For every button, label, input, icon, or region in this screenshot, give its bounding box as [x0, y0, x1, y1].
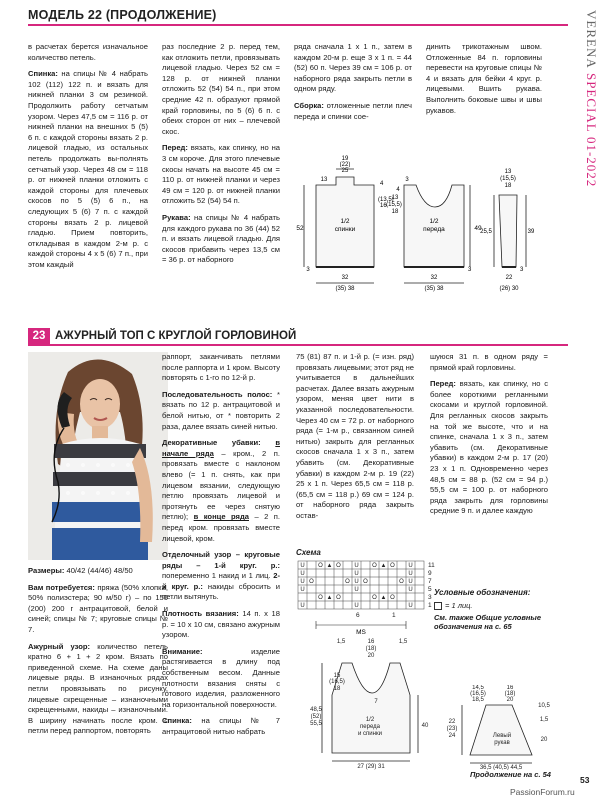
decreases-text-b: – 2 п. перед кром. провязать вместе лицевой, кром. [162, 512, 280, 543]
body-left-e: (52) [310, 714, 322, 720]
front-text: вязать, как спинку, но на 3 см короче. Для этого плечевые скосы начать на высоте 45 см = 110 р. от нижней планки и через 49 см = 120 р. от нижней планки отложить 52 (54) 54 п. [162, 143, 280, 206]
top-column-1 [28, 42, 148, 276]
section-title: АЖУРНЫЙ ТОП С КРУГЛОЙ ГОРЛОВИНОЙ [55, 330, 297, 342]
svg-text:O: O [372, 563, 377, 569]
svg-text:U: U [408, 587, 413, 593]
svg-text:U: U [354, 603, 359, 609]
sleeve-bottom-a: 22 [505, 275, 513, 281]
section-number: 23 [28, 328, 50, 345]
svg-text:O: O [318, 563, 323, 569]
stripes-text: * вязать по 12 р. антрацитовой и белой нитью, от * повторить 2 раза, далее вязать синей нитью. [162, 389, 280, 431]
front-top-a: 4 [396, 187, 400, 193]
back-top-b: (22) [339, 162, 351, 168]
svg-text:O: O [363, 579, 368, 585]
row-3: 3 [428, 594, 432, 601]
sleeve23-top-c: 18,5 [472, 697, 484, 703]
sleeve23-top-d: 16 [506, 685, 514, 691]
sleeve23-side-c: 24 [448, 733, 456, 739]
decreases-heading: Декоративные убавки: [162, 438, 261, 448]
sleeve23-side-b: (23) [446, 726, 458, 732]
svg-text:U: U [408, 579, 413, 585]
svg-text:▲: ▲ [380, 563, 387, 569]
intro-text: в расчетах берется изначальное количество петель. [28, 42, 148, 62]
legend-title: Условные обозначения: [434, 588, 531, 597]
sleeve23-bottom: 36,5 (40,5) 44,5 [479, 765, 523, 770]
row-7: 7 [428, 578, 432, 585]
svg-text:O: O [390, 595, 395, 601]
back-mark-a: 4 [380, 181, 384, 187]
sleeve23-side-d: 10,5 [538, 703, 550, 709]
continued-note: Продолжение на с. 54 [470, 770, 551, 779]
s23-column-4 [430, 352, 548, 523]
attention-text: изделие растягивается в длину под собственным весом. Данные плотности вязания сняты с готового изделия, разложенного на горизонтальной поверхности. [162, 646, 280, 709]
issue-number: 01-2022 [584, 136, 599, 188]
stripes-heading: Последовательность полос: [162, 389, 273, 399]
back-label-a: 1/2 [340, 218, 350, 225]
svg-text:U: U [300, 579, 305, 585]
body-top-b: 16 [367, 639, 375, 645]
back-rib: 3 [306, 267, 310, 273]
col-6: 6 [356, 612, 360, 619]
sleeve-bottom-b: (26) 30 [499, 286, 519, 292]
back-bottom-b: (35) 38 [335, 286, 355, 292]
front-top-c: (15,5) [386, 202, 402, 208]
svg-text:O: O [372, 595, 377, 601]
svg-text:O: O [336, 563, 341, 569]
back-mark-c: 16 [380, 203, 387, 209]
svg-text:▲: ▲ [380, 595, 387, 601]
svg-text:U: U [408, 563, 413, 569]
s23-column-3 [296, 352, 414, 528]
pattern-diagram-model-22 [294, 155, 534, 325]
back-top-c: 25 [341, 168, 349, 174]
body-mid-7: 7 [374, 699, 378, 705]
body-mid-c: и спинки [358, 731, 382, 737]
body-top-c: (18) [365, 646, 377, 652]
sleeve23-side-e: 1,5 [539, 717, 549, 723]
top-column-3 [294, 42, 412, 128]
back-cont-text: раз последние 2 р. перед тем, как отложить петли, провязывать лицевой гладью. Через 52 см = 128 р. от нижней планки отложить 52 (54) 54 п., при этом средние 42 п. образуют прямой край горловины, по 5 (6) 6 п. с обеих сторон от них – плечевой скос. [162, 42, 280, 136]
model-photo [28, 352, 168, 560]
sleeve-side-b: 39 [527, 229, 534, 235]
decreases-text-a: – кром., 2 п. провязать вместе с наклоном влево (= 1 п. снять, как при лицевом вязании, следующую петлю провязать лицевой и протянуть ее через снятую петлю); [162, 448, 280, 522]
s23-sleeve-diagram [440, 685, 560, 770]
body-mid-a: 1/2 [365, 717, 375, 723]
svg-text:▲: ▲ [326, 595, 333, 601]
svg-text:O: O [309, 579, 314, 585]
svg-text:U: U [300, 563, 305, 569]
svg-text:U: U [300, 603, 305, 609]
front-bottom-b: (35) 38 [424, 286, 444, 292]
svg-text:O: O [345, 579, 350, 585]
sleeve-side-a: 25,5 [480, 229, 492, 235]
sleeve-top-b: (15,5) [500, 176, 516, 182]
assembly-heading: Сборка: [294, 100, 324, 110]
legend-item: = 1 лиц. [445, 601, 473, 610]
svg-text:O: O [318, 595, 323, 601]
front-piece [404, 185, 470, 283]
svg-text:U: U [354, 571, 359, 577]
svg-text:U: U [300, 587, 305, 593]
sleeve23-label-a: Левый [492, 733, 512, 739]
back-bottom-a: 32 [341, 275, 349, 281]
s23-back-text: на спицы № 7 антрацитовой нитью набрать [162, 716, 280, 736]
scheme-title: Схема [296, 548, 321, 557]
body-left-d: 48,5 [310, 707, 322, 713]
gauge-text: 14 п. х 18 р. = 10 х 10 см, связано ажурным узором. [162, 609, 280, 640]
body-left-b: (16,5) [329, 679, 345, 685]
row-11: 11 [428, 562, 435, 569]
assembly-cont-text: динить трикотажным швом. Отложенные 84 п. горловины перевести на круговые спицы № 4 и вязать для бейки 4 круг. р. лицевыми. Вшить рукава. Выполнить боковые швы и швы рукавов. [426, 42, 542, 115]
lace-scheme [296, 548, 446, 642]
back-mark-b: (13,5) [378, 197, 394, 203]
s23-back-cont-text: 75 (81) 87 п. и 1-й р. (= изн. ряд) провязать лицевыми; этот ряд не учитывается в дальнейших расчетах. Далее вязать ажурным узором, меняя цвет нити в указанной последовательности. Через 40 см = 72 р. от наборного ряда (= 1-м р., связанном синей нитью) закрыть для регланных скосов сначала 1 х 3 п., затем убавить (см. Декоративные убавки) в каждом 2-м р. 19 (22) 25 х 1 п. Через 65,5 см = 118 р. (65,5 см = 118 р.) 69 см = 124 р. от наборного ряда закрыть остав- [296, 352, 414, 520]
back-side-52: 52 [296, 225, 304, 232]
s23-front-text: вязать, как спинку, но с более короткими регланными скосами и круглой горловиной. Для регланных скосов закрыть на той же высоте, что и на спинке, сначала 1 х 3 п., затем убавить (см. Декоративные убавки) в каждом 2-м р. 17 (20) 23 х 1 п. Одновременно через 48,5 см = 88 р. (52 см = 94 р.) 55,5 см = 100 р. от наборного ряда закрыть для горловины средние 9 п. и далее каждую [430, 379, 548, 516]
body-top-a: 1,5 [336, 639, 346, 645]
sleeve-top-a: 13 [504, 169, 512, 175]
pattern-cont-text: раппорт, заканчивать петлями после раппорта и 1 кром. Высоту повторять с 1-го по 12-й р. [162, 352, 280, 383]
back-shoulder: 13 [320, 177, 328, 183]
sleeve-cont-text: ряда сначала 1 х 1 п., затем в каждом 20-м р. еще 3 х 1 п. = 44 (52) 60 п. Через 39 см = 106 р. от наборного ряда закрыть петли в одном ряду. [294, 42, 412, 94]
s23-back-end-text: шуюся 31 п. в одном ряду = прямой край горловины. [430, 352, 548, 372]
sleeves-text: на спицы № 4 набрать для каждого рукава по 36 (44) 52 п. и вязать лицевой гладью. Для скосов прибавить через 13,5 см = 36 р. от наборного [162, 212, 280, 265]
body-left-c: 18 [333, 686, 341, 692]
top-column-2 [162, 42, 280, 272]
svg-text:U: U [408, 603, 413, 609]
svg-text:U: U [408, 571, 413, 577]
front-heading: Перед: [162, 143, 188, 153]
back-heading: Спинка: [28, 69, 58, 79]
s23-column-1 [28, 566, 168, 743]
front-top-b: 13 [391, 195, 399, 201]
back-top-a: 19 [341, 156, 349, 162]
body-left-a: 15 [333, 673, 341, 679]
trim-text-a: попеременно 1 накид и 1 лиц. [162, 571, 271, 581]
trim-heading: Отделочный узор – круговые ряды – 1-й круг. р.: [162, 550, 280, 570]
assembly-text: отложенные петли плеч переда и спинки сое- [294, 100, 412, 121]
svg-text:U: U [300, 571, 305, 577]
sleeve23-top-a: 14,5 [472, 685, 484, 691]
decreases-row-end: в конце ряда [193, 512, 249, 522]
front-top-d: 18 [391, 209, 399, 215]
s23-body-diagram [310, 635, 440, 770]
brand-verena: VERENA [584, 10, 599, 69]
body-top-e: 1,5 [398, 639, 408, 645]
trim-text-b: накиды сбросить и петли вытянуть. [162, 581, 280, 602]
svg-text:O: O [390, 563, 395, 569]
knit-stitch-icon [434, 602, 442, 610]
materials-heading: Вам потребуется: [28, 582, 95, 592]
lace-pattern-text: количество петель кратно 6 + 1 + 2 кром. Вязать по приведенной схеме. На схеме даны лицевые ряды. В изнаночных рядах петли провязывать по рисунку, лицевые скрещенные – изнаночными скрещенными, накиды – изнаночными. В ширину начинать после кром. с петли перед раппортом, повторять [28, 641, 168, 736]
sleeve23-label-b: рукав [494, 740, 510, 746]
legend-see-a: См. также Общие условные [434, 613, 542, 622]
gauge-heading: Плотность вязания: [162, 609, 239, 619]
front-rib: 3 [468, 267, 472, 273]
lace-pattern-heading: Ажурный узор: [28, 641, 91, 651]
body-bottom: 27 (29) 31 [357, 764, 385, 770]
s23-column-2 [162, 352, 280, 744]
front-shoulder: 3 [405, 177, 409, 183]
svg-text:U: U [354, 579, 359, 585]
svg-text:U: U [354, 587, 359, 593]
back-text: на спицы № 4 набрать 102 (112) 122 п. и вязать для нижней планки 3 см резинкой. Продолжить работу сетчатым узором. Через 47,5 см = 116 р. от нижней планки на внешних 5 (5) 6 п. с каждой стороны вязать 2 р. лицевой гладью, из остальных петель продолжать вы-полнять сетчатый узор. Через 48 см = 118 р. от нижней планки отложить с каждой стороны для плечевых скосов по 5 (5) 6 п., на следующих 5 (6) 7 п. с каждой стороны вязать 2 р. лицевой гладью. Прием повторить, откладывая в каждом 2-м р. с каждой стороны 4 х 5 (6) 7 п., при этом каждый [28, 69, 148, 269]
magazine-brand [583, 10, 599, 187]
body-left-f: 55,5 [310, 721, 322, 727]
svg-text:▲: ▲ [326, 563, 333, 569]
trim-round2-heading: 2-й круг. р.: [162, 571, 280, 591]
sleeve-piece [494, 195, 526, 267]
attention-heading: Внимание: [162, 646, 203, 656]
sleeve23-top-e: (18) [504, 691, 516, 697]
sleeve23-side-f: 20 [540, 737, 548, 743]
magazine-side-strip [574, 0, 608, 800]
s23-back-heading: Спинка: [162, 716, 192, 726]
page-title: МОДЕЛЬ 22 (ПРОДОЛЖЕНИЕ) [28, 8, 217, 22]
page-header [28, 6, 568, 26]
scheme-grid [296, 557, 446, 637]
sleeve23-side-a: 22 [448, 719, 456, 725]
front-label-b: переда [423, 226, 445, 233]
body-mid-b: переда [360, 724, 380, 730]
sleeve23-top-b: (16,5) [470, 691, 486, 697]
front-bottom-a: 32 [430, 275, 438, 281]
svg-text:O: O [336, 595, 341, 601]
sizes-text: 40/42 (44/46) 48/50 [66, 566, 133, 575]
materials-text: пряжа (50% хлопка, 50% полиэстера; 90 м/50 г) – по 150 (200) 200 г антрацитовой, белой и синей; спицы № 7; круговые спицы № 7. [28, 582, 168, 634]
sleeve-top-c: 18 [504, 183, 512, 189]
row-1: 1 [428, 602, 432, 609]
decreases-row-start: в начале ряда [162, 438, 280, 458]
back-label-b: спинки [334, 226, 356, 233]
svg-text:O: O [399, 579, 404, 585]
row-9: 9 [428, 570, 432, 577]
page-number: 53 [580, 775, 590, 785]
ms-label: MS [356, 629, 366, 636]
svg-text:U: U [354, 563, 359, 569]
legend-row [434, 601, 564, 610]
site-watermark: PassionForum.ru [510, 787, 575, 797]
model-illustration [28, 352, 168, 560]
top-column-4 [426, 42, 542, 122]
section-banner [28, 328, 568, 346]
col-1: 1 [392, 612, 396, 619]
sizes-heading: Размеры: [28, 566, 65, 575]
brand-special: SPECIAL [584, 72, 599, 133]
sleeve23-top-f: 20 [506, 697, 514, 703]
legend-see-b: обозначения на с. 65 [434, 622, 512, 631]
s23-front-heading: Перед: [430, 379, 456, 389]
row-5: 5 [428, 586, 432, 593]
body-top-d: 20 [367, 653, 375, 659]
body-side-40: 40 [421, 723, 429, 729]
front-label-a: 1/2 [429, 218, 439, 225]
front-side-49: 49 [474, 225, 482, 232]
legend [434, 588, 564, 631]
sleeve-rib: 3 [520, 267, 524, 273]
sleeves-heading: Рукава: [162, 212, 191, 222]
